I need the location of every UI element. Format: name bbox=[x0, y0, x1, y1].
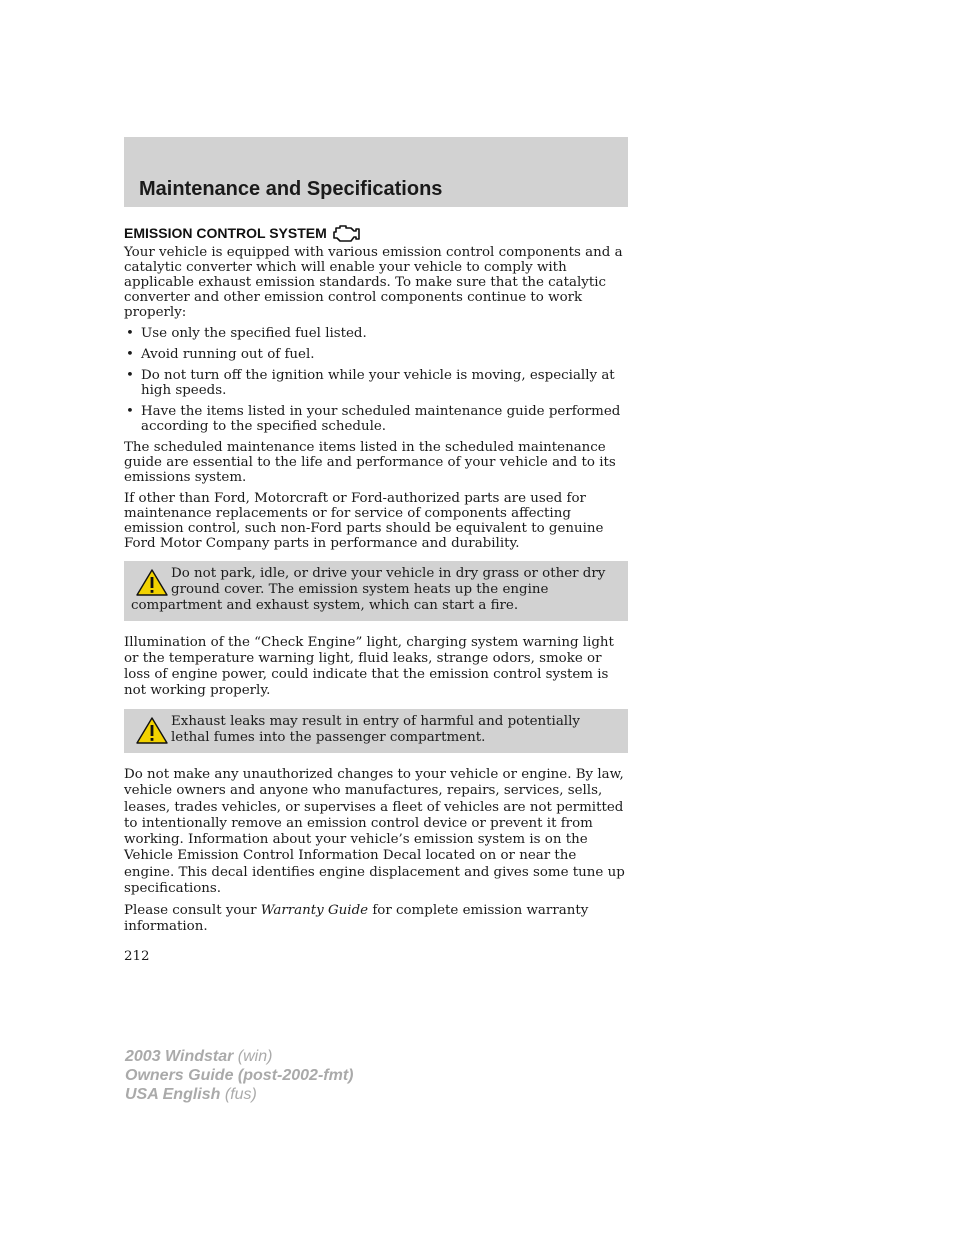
footer-line-2: Owners Guide (post-2002-fmt) bbox=[125, 1067, 354, 1084]
fire-warning-box bbox=[124, 561, 628, 621]
warranty-guide-title: Warranty Guide bbox=[260, 903, 369, 919]
section-title: EMISSION CONTROL SYSTEM bbox=[124, 225, 327, 241]
list-item: • Have the items listed in your scheduled maintenance guide performed according to the specified schedule. bbox=[126, 404, 621, 434]
check-engine-paragraph: Illumination of the “Check Engine” light, charging system warning light or the temperature warning light, fluid leaks, strange odors, smoke or loss of engine power, could indicate that the emission control system is not working properly. bbox=[124, 635, 614, 698]
intro-paragraph: Your vehicle is equipped with various emission control components and a catalytic converter which will enable your vehicle to comply with applicable exhaust emission standards. To make sure that the catalytic converter and other emission control components continue to work properly: bbox=[124, 245, 623, 320]
footer-line-3: USA English (fus) bbox=[125, 1086, 257, 1103]
maintenance-paragraph: The scheduled maintenance items listed in the scheduled maintenance guide are essential to the life and performance of your vehicle and to its emissions system. bbox=[124, 440, 616, 485]
footer-line-1: 2003 Windstar (win) bbox=[125, 1048, 273, 1065]
law-paragraph: Do not make any unauthorized changes to your vehicle or engine. By law, vehicle owners and anyone who manufactures, repairs, services, sells, leases, trades vehicles, or supervises a fleet of vehicles are not permitted to intentionally remove an emission control device or prevent it from working. Information about your vehicle’s emission system is on the Vehicle Emission Control Information Decal located on or near the engine. This decal identifies engine displacement and gives some tune up specifications. bbox=[124, 767, 625, 897]
check-engine-icon bbox=[331, 222, 361, 244]
page-number: 212 bbox=[124, 949, 150, 965]
body-text-3 bbox=[124, 767, 628, 935]
header-band bbox=[124, 137, 628, 207]
warning-triangle-icon bbox=[131, 716, 171, 746]
warning-text: Exhaust leaks may result in entry of harmful and potentially lethal fumes into the passenger compartment. bbox=[171, 714, 580, 745]
body-text-2 bbox=[124, 635, 628, 699]
parts-paragraph: If other than Ford, Motorcraft or Ford-authorized parts are used for maintenance replacements or for service of components affecting emission control, such non-Ford parts should be equivalent to genuine Ford Motor Company parts in performance and durability. bbox=[124, 491, 604, 551]
body-text bbox=[124, 245, 628, 551]
warning-triangle-icon bbox=[131, 568, 171, 598]
exhaust-warning-box bbox=[124, 709, 628, 753]
section-heading bbox=[124, 221, 628, 245]
bullet-list bbox=[124, 326, 628, 434]
manual-page bbox=[124, 137, 628, 964]
list-item: • Do not turn off the ignition while your vehicle is moving, especially at high speeds. bbox=[126, 368, 615, 398]
warning-text: Do not park, idle, or drive your vehicle in dry grass or other dry ground cover. The emission system heats up the engine compartment and exhaust system, which can start a fire. bbox=[131, 566, 606, 613]
warranty-paragraph: Please consult your Warranty Guide for complete emission warranty information. bbox=[124, 903, 589, 935]
page-title: Maintenance and Specifications bbox=[139, 178, 443, 200]
document-footer bbox=[125, 1047, 353, 1104]
list-item: • Avoid running out of fuel. bbox=[126, 347, 315, 362]
list-item: • Use only the specified fuel listed. bbox=[126, 326, 367, 341]
